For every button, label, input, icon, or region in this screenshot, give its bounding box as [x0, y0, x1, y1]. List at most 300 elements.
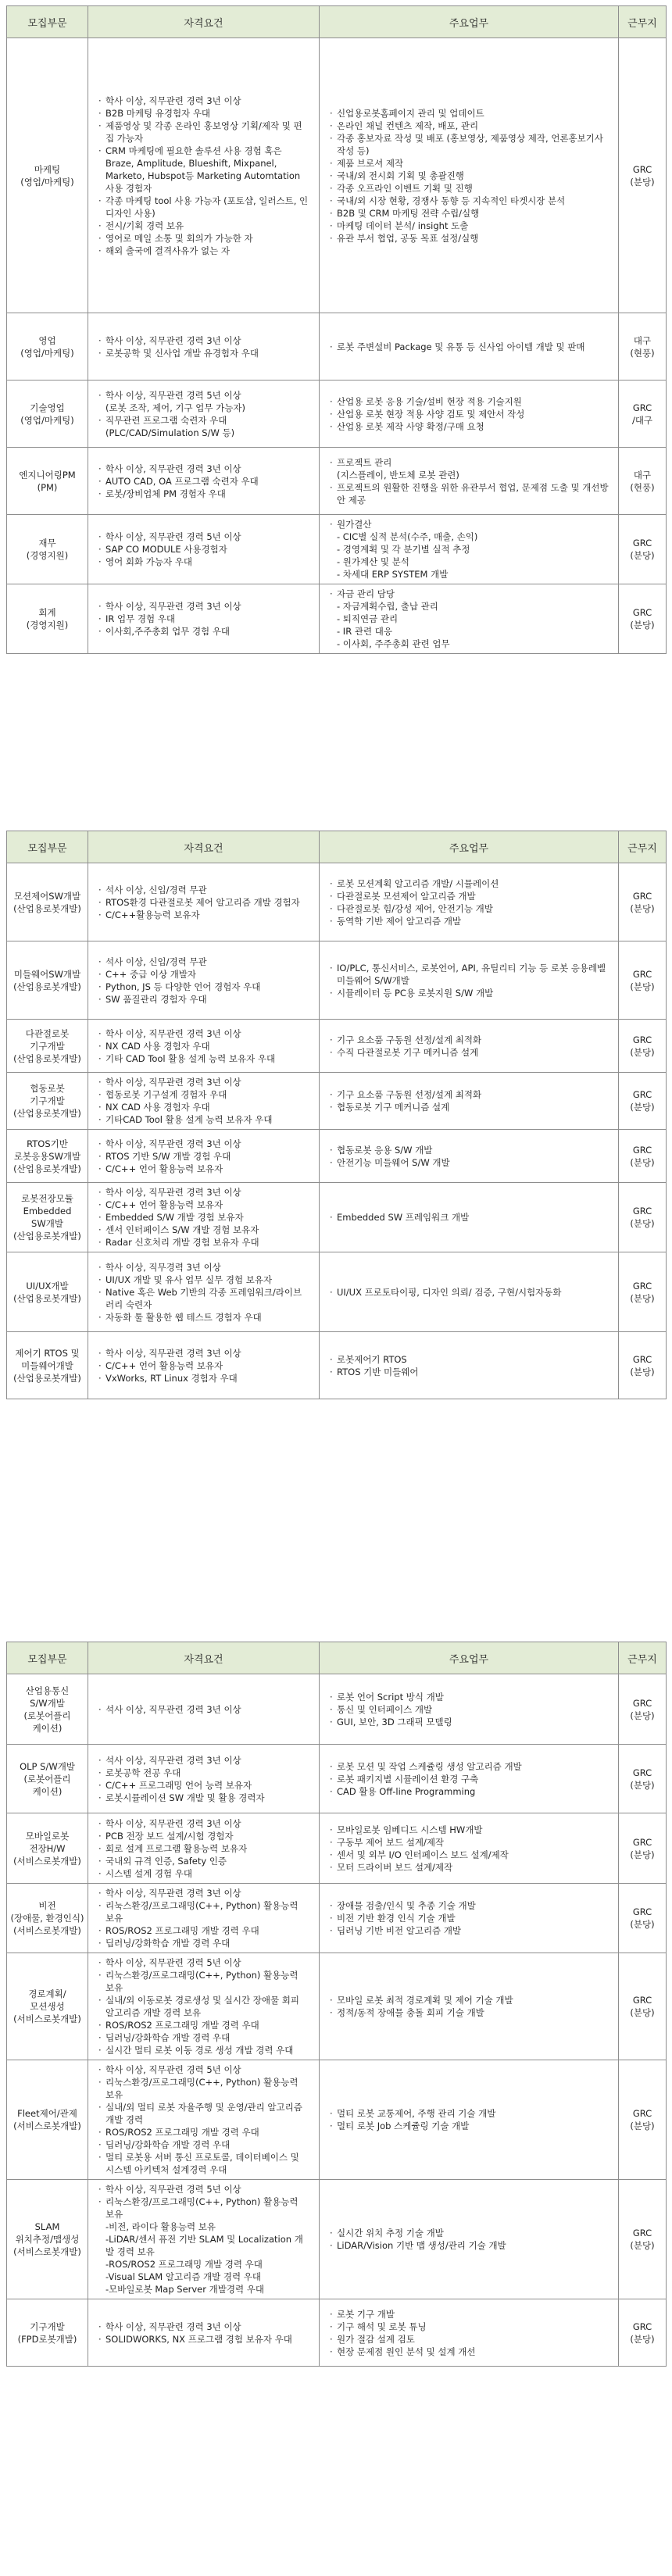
qualification-item: · 영어로 메일 소통 및 회의가 가능한 자: [98, 232, 309, 245]
duty-item: · 수직 다관절로봇 기구 메커니즘 설계: [329, 1046, 609, 1059]
location-line: GRC: [632, 1836, 652, 1848]
duty-item: · GUI, 보안, 3D 그래픽 모델링: [329, 1716, 609, 1728]
qualification-cell: [88, 448, 320, 515]
category-line: (로봇어플리: [23, 1710, 71, 1721]
duty-item: · 원가 절감 설계 검토: [329, 2333, 609, 2346]
qualification-item: · 실시간 멀티 로봇 이동 경로 생성 개발 경력 우대: [98, 2044, 309, 2056]
qualification-item: · 학사 이상, 직무관련 경력 3년 이상: [98, 1076, 309, 1088]
qualification-item: · NX CAD 사용 경험자 우대: [98, 1040, 309, 1052]
duty-item: · 프로젝트의 원활한 진행을 위한 유관부서 협업, 문제점 도출 및 개선방안 제공: [329, 481, 609, 506]
category-line: (로봇어플리: [23, 1773, 71, 1785]
category-line: SW개발: [31, 1218, 63, 1229]
duty-item: · 모바일로봇 임베디드 시스템 HW개발: [329, 1824, 609, 1836]
duty-item: · 통신 및 인터페이스 개발: [329, 1703, 609, 1716]
work-location: [619, 1674, 667, 1745]
qualification-item: · 학사 이상, 직무관련 경력 3년 이상: [98, 1347, 309, 1359]
table-row: [7, 448, 667, 515]
table-row: [7, 1745, 667, 1813]
location-line: (현풍): [630, 347, 655, 359]
work-location: [619, 584, 667, 654]
location-line: GRC: [632, 1144, 652, 1156]
column-header: 주요업무: [320, 831, 619, 863]
duty-item: · 정적/동적 장애물 충돌 회피 기술 개발: [329, 2006, 609, 2019]
location-line: GRC: [632, 2321, 652, 2332]
qualification-item: · 학사 이상, 직무관련 경력 3년 이상: [98, 1887, 309, 1899]
duty-cell: [320, 1130, 619, 1183]
qualification-item: · 멀티 로봇용 서버 통신 프로토콜, 데이터베이스 및 시스템 아키텍처 설계경력 우대: [98, 2151, 309, 2176]
duty-item: (지스플레이, 반도체 로봇 관련): [337, 469, 459, 481]
category-line: 로봇전장모듈: [21, 1193, 73, 1204]
qualification-item: · 딥러닝/강화학습 개발 경력 우대: [98, 1937, 309, 1949]
qualification-item: · 실내/외 멀티 로봇 자율주행 및 운영/관리 알고리즘 개발 경력: [98, 2101, 309, 2126]
duty-cell: [320, 584, 619, 654]
qualification-item: -LiDAR/센서 퓨전 기반 SLAM 및 Localization 개발 경력 보유: [105, 2234, 303, 2257]
qualification-cell: [88, 863, 320, 941]
work-location: [619, 1183, 667, 1252]
duty-item: - 차세대 ERP SYSTEM 개발: [337, 569, 449, 580]
duty-item: - 이사회, 주주총회 관련 업무: [337, 638, 450, 649]
duty-item: · 센서 및 외부 I/O 인터페이스 보드 설계/제작: [329, 1849, 609, 1861]
qualification-item: · 석사 이상, 신입/경력 무관: [98, 884, 309, 896]
position-category: [7, 1183, 88, 1252]
table-row: [7, 2299, 667, 2367]
category-line: Fleet제어/관제: [17, 2108, 77, 2119]
duty-cell: [320, 1073, 619, 1130]
qualification-item: -모바일로봇 Map Server 개발경력 우대: [105, 2284, 264, 2295]
location-line: GRC: [632, 402, 652, 413]
table-row: [7, 941, 667, 1020]
location-line: (분당): [630, 1919, 655, 1930]
column-header: 근무지: [619, 831, 667, 863]
position-category: [7, 1332, 88, 1399]
category-line: OLP S/W개발: [20, 1760, 75, 1772]
qualification-item: · 학사 이상, 직무관련 경력 3년 이상: [98, 1027, 309, 1040]
qualification-item: · C/C++ 언어 활용능력 보유자: [98, 1359, 309, 1372]
category-line: 케이션): [32, 1722, 63, 1734]
duty-item: · B2B 및 CRM 마케팅 전략 수립/실행: [329, 207, 609, 220]
qualification-cell: [88, 1745, 320, 1813]
category-line: (경영지원): [26, 620, 69, 631]
qualification-item: · 이사회,주주총회 업무 경험 우대: [98, 625, 309, 638]
table-row: [7, 381, 667, 448]
duty-cell: [320, 448, 619, 515]
location-line: GRC: [632, 1767, 652, 1778]
category-line: 다관절로봇: [25, 1027, 70, 1039]
location-line: (분당): [630, 1102, 655, 1113]
position-category: [7, 1674, 88, 1745]
location-line: (분당): [630, 2240, 655, 2251]
position-category: [7, 584, 88, 654]
duty-item: · RTOS 기반 미들웨어: [329, 1366, 609, 1378]
table-row: [7, 1332, 667, 1399]
duty-item: · Embedded SW 프레임워크 개발: [329, 1211, 609, 1224]
qualification-item: · 학사 이상, 직무관련 경력 5년 이상: [98, 389, 309, 402]
qualification-item: · PCB 전장 보드 설계/시험 경험자: [98, 1830, 309, 1842]
category-line: 로봇응용SW개발: [13, 1150, 81, 1162]
qualification-item: · 석사 이상, 직무관련 경력 3년 이상: [98, 1754, 309, 1767]
column-header: 모집부문: [7, 6, 88, 38]
qualification-item: · 리눅스환경/프로그래밍(C++, Python) 활용능력 보유: [98, 1899, 309, 1924]
qualification-item: · 리눅스환경/프로그래밍(C++, Python) 활용능력 보유: [98, 2195, 309, 2221]
duty-item: · 로봇 주변설비 Package 및 유통 등 신사업 아이템 개발 및 판매: [329, 341, 609, 353]
duty-item: · 산업용 로봇 현장 적용 사양 검토 및 제안서 작성: [329, 408, 609, 420]
duty-item: · 구동부 제어 보드 설계/제작: [329, 1836, 609, 1849]
duty-item: · 신업용로봇홈페이지 관리 및 업데이트: [329, 107, 609, 120]
qualification-item: · 딥러닝/강화학습 개발 경력 우대: [98, 2031, 309, 2044]
category-line: (서비스로봇개발): [13, 1925, 81, 1936]
qualification-item: · 학사 이상, 직무경력 3년 이상: [98, 1261, 309, 1274]
duty-cell: [320, 381, 619, 448]
qualification-item: · 시스템 설계 경험 우대: [98, 1867, 309, 1880]
location-line: GRC: [632, 968, 652, 980]
qualification-item: (PLC/CAD/Simulation S/W 등): [105, 427, 235, 438]
duty-item: · 국내/외 시장 현황, 경쟁사 동향 등 지속적인 타겟시장 분석: [329, 195, 609, 207]
qualification-cell: [88, 941, 320, 1020]
category-line: 경로계획/: [28, 1988, 66, 1999]
duty-item: · 다관절로봇 힘/강성 제어, 안전기능 개발: [329, 902, 609, 915]
qualification-cell: [88, 38, 320, 313]
duty-item: · 기구 요소품 구동원 선정/설계 최적화: [329, 1034, 609, 1046]
position-category: [7, 2299, 88, 2367]
qualification-item: · 학사 이상, 직무관련 경력 3년 이상: [98, 1138, 309, 1150]
category-line: (산업용로봇개발): [13, 1052, 81, 1064]
duty-item: · 산업용 로봇 제작 사양 확정/구매 요청: [329, 420, 609, 433]
category-line: 전장H/W: [29, 1842, 66, 1854]
qualification-item: · 국내외 규격 인증, Safety 인증: [98, 1855, 309, 1867]
category-line: 미들웨어개발: [21, 1359, 73, 1371]
duty-cell: [320, 1252, 619, 1332]
duty-item: · 각종 홍보자료 작성 및 배포 (홍보영상, 제품영상 제작, 언론홍보기사 작성 등): [329, 132, 609, 157]
duty-item: · 로봇제어기 RTOS: [329, 1353, 609, 1366]
category-line: 케이션): [32, 1785, 63, 1797]
duty-item: · 기구 요소품 구동원 선정/설계 최적화: [329, 1088, 609, 1101]
work-location: [619, 448, 667, 515]
position-category: [7, 1073, 88, 1130]
qualification-item: · 학사 이상, 직무관련 경력 3년 이상: [98, 1817, 309, 1830]
header-row: [7, 6, 667, 38]
duty-item: - 퇴직연금 관리: [337, 613, 399, 624]
category-line: 미들웨어SW개발: [13, 968, 81, 980]
duty-item: · 산업용 로봇 응용 기술/설비 현장 적용 기술지원: [329, 395, 609, 408]
location-line: GRC: [632, 1995, 652, 2006]
qualification-item: · 학사 이상, 직무관련 경력 3년 이상: [98, 334, 309, 347]
table-row: [7, 38, 667, 313]
location-line: (분당): [630, 1366, 655, 1377]
category-line: (서비스로봇개발): [13, 2246, 81, 2257]
duty-cell: [320, 515, 619, 584]
qualification-item: -Visual SLAM 알고리즘 개발 경력 우대: [105, 2271, 261, 2282]
category-line: 비전: [38, 1900, 56, 1911]
qualification-item: · 직무관련 프로그램 숙련자 우대: [98, 414, 309, 427]
qualification-item: · B2B 마케팅 유경험자 우대: [98, 107, 309, 120]
position-category: [7, 1745, 88, 1813]
position-category: [7, 38, 88, 313]
category-line: 모바일로봇: [25, 1830, 70, 1842]
qualification-item: · 각종 마케팅 tool 사용 가능자 (포토샵, 일러스트, 인디자인 사용): [98, 195, 309, 220]
duty-cell: [320, 1884, 619, 1953]
qualification-item: · 학사 이상, 직무관련 경력 5년 이상: [98, 2183, 309, 2195]
position-category: [7, 2060, 88, 2180]
duty-item: · 동역학 기반 제어 알고리즘 개발: [329, 915, 609, 927]
duty-item: · 비전 기반 환경 인식 기술 개발: [329, 1912, 609, 1924]
duty-item: · 다관절로봇 모션제어 알고리즘 개발: [329, 890, 609, 902]
location-line: GRC: [632, 2228, 652, 2238]
qualification-item: · SOLIDWORKS, NX 프로그램 경험 보유자 우대: [98, 2333, 309, 2346]
recruit-table-industrial-robot: [6, 831, 667, 1399]
qualification-cell: [88, 1020, 320, 1073]
work-location: [619, 1332, 667, 1399]
work-location: [619, 941, 667, 1020]
work-location: [619, 515, 667, 584]
duty-item: · 협동로봇 응용 S/W 개발: [329, 1144, 609, 1156]
category-line: (산업용로봇개발): [13, 981, 81, 992]
qualification-item: (로봇 조작, 제어, 기구 업무 가능자): [105, 402, 245, 413]
column-header: 자격요건: [88, 831, 320, 863]
location-line: (현풍): [630, 481, 655, 493]
category-line: 산업용통신: [25, 1685, 70, 1696]
work-location: [619, 1073, 667, 1130]
qualification-cell: [88, 1252, 320, 1332]
qualification-item: · 해외 출국에 결격사유가 없는 자: [98, 245, 309, 257]
category-line: (서비스로봇개발): [13, 2120, 81, 2131]
qualification-item: · Radar 신호처리 개발 경험 보유자 우대: [98, 1236, 309, 1249]
qualification-cell: [88, 584, 320, 654]
category-line: Embedded: [23, 1206, 72, 1217]
location-line: (분당): [630, 1218, 655, 1229]
qualification-item: · C/C++ 언어 활용능력 보유자: [98, 1199, 309, 1211]
qualification-cell: [88, 1073, 320, 1130]
qualification-item: · NX CAD 사용 경험자 우대: [98, 1101, 309, 1113]
duty-cell: [320, 313, 619, 381]
work-location: [619, 2180, 667, 2299]
location-line: (분당): [630, 902, 655, 914]
category-line: 기구개발: [30, 2321, 65, 2332]
category-line: 기구개발: [30, 1095, 65, 1106]
work-location: [619, 313, 667, 381]
qualification-item: · 리눅스환경/프로그래밍(C++, Python) 활용능력 보유: [98, 2076, 309, 2101]
duty-item: · 장애물 검출/인식 및 추종 기술 개발: [329, 1899, 609, 1912]
header-row: [7, 831, 667, 863]
category-line: 엔지니어링PM: [19, 469, 76, 481]
qualification-item: · ROS/ROS2 프로그래밍 개발 경력 우대: [98, 2126, 309, 2138]
qualification-item: · 학사 이상, 직무관련 경력 5년 이상: [98, 1956, 309, 1969]
location-line: GRC: [632, 163, 652, 175]
location-line: (분당): [630, 2120, 655, 2131]
location-line: 대구: [633, 334, 652, 346]
category-line: (영업/마케팅): [20, 176, 74, 188]
duty-item: · 프로젝트 관리: [329, 456, 609, 469]
location-line: GRC: [632, 1206, 652, 1217]
location-line: (분당): [630, 1046, 655, 1058]
qualification-item: · 학사 이상, 직무관련 경력 3년 이상: [98, 463, 309, 475]
qualification-item: · Native 혹은 Web 기반의 각종 프레임워크/라이브러리 숙련자: [98, 1286, 309, 1311]
duty-item: · LiDAR/Vision 기반 맵 생성/관리 기술 개발: [329, 2239, 609, 2252]
duty-item: · 멀티 로봇 교통제어, 주행 관리 기술 개발: [329, 2107, 609, 2120]
qualification-item: · 자동화 툴 활용한 웹 테스트 경험자 우대: [98, 1311, 309, 1324]
category-line: S/W개발: [30, 1697, 65, 1709]
qualification-item: · 학사 이상, 직무관련 경력 3년 이상: [98, 2321, 309, 2333]
qualification-item: · 기타 CAD Tool 활용 설계 능력 보유자 우대: [98, 1052, 309, 1065]
qualification-item: -비전, 라이다 활용능력 보유: [105, 2221, 216, 2232]
work-location: [619, 38, 667, 313]
duty-item: - 경영계획 및 각 분기별 실적 추정: [337, 544, 470, 555]
category-line: (경영지원): [26, 550, 69, 561]
qualification-item: · 학사 이상, 직무관련 경력 3년 이상: [98, 95, 309, 107]
duty-item: · CAD 활용 Off-line Programming: [329, 1785, 609, 1798]
location-line: (분당): [630, 1779, 655, 1791]
category-line: UI/UX개발: [26, 1280, 69, 1292]
duty-item: · 로봇 패키지별 시뮬레이션 환경 구축: [329, 1773, 609, 1785]
duty-cell: [320, 863, 619, 941]
column-header: 주요업무: [320, 1642, 619, 1674]
table-row: [7, 2060, 667, 2180]
duty-item: · 국내/외 전시회 기획 및 총괄진행: [329, 170, 609, 182]
category-line: (산업용로봇개발): [13, 1231, 81, 1242]
category-line: 협동로봇: [30, 1083, 65, 1094]
position-category: [7, 1130, 88, 1183]
category-line: (서비스로봇개발): [13, 2013, 81, 2024]
duty-cell: [320, 38, 619, 313]
qualification-item: · 학사 이상, 직무관련 경력 3년 이상: [98, 600, 309, 613]
duty-cell: [320, 941, 619, 1020]
duty-item: · 자금 관리 담당: [329, 588, 609, 600]
category-line: (산업용로봇개발): [13, 1108, 81, 1119]
duty-cell: [320, 1332, 619, 1399]
qualification-item: · SAP CO MODULE 사용경험자: [98, 543, 309, 556]
work-location: [619, 1252, 667, 1332]
location-line: (분당): [630, 1292, 655, 1304]
duty-item: · 멀티 로봇 Job 스케쥴링 기술 개발: [329, 2120, 609, 2132]
work-location: [619, 1813, 667, 1884]
qualification-item: · 로봇공학 및 신사업 개발 유경험자 우대: [98, 347, 309, 359]
position-category: [7, 2180, 88, 2299]
position-category: [7, 1020, 88, 1073]
work-location: [619, 1020, 667, 1073]
duty-item: · 기구 해석 및 로봇 튜닝: [329, 2321, 609, 2333]
header-row: [7, 1642, 667, 1674]
qualification-cell: [88, 1183, 320, 1252]
table-row: [7, 313, 667, 381]
category-line: (서비스로봇개발): [13, 1855, 81, 1867]
qualification-item: -ROS/ROS2 프로그래밍 개발 경력 우대: [105, 2259, 263, 2270]
table-row: [7, 1183, 667, 1252]
duty-item: · 제품 브로셔 제작: [329, 157, 609, 170]
duty-item: · 로봇 모션계획 알고리즘 개발/ 시뮬레이션: [329, 877, 609, 890]
category-line: 재무: [38, 538, 56, 548]
column-header: 주요업무: [320, 6, 619, 38]
location-line: GRC: [632, 607, 652, 618]
qualification-item: · ROS/ROS2 프로그래밍 개발 경력 우대: [98, 2019, 309, 2031]
work-location: [619, 1745, 667, 1813]
location-line: GRC: [632, 1034, 652, 1045]
position-category: [7, 1953, 88, 2060]
duty-cell: [320, 2180, 619, 2299]
location-line: (분당): [630, 1710, 655, 1721]
qualification-cell: [88, 381, 320, 448]
location-line: 대구: [633, 469, 652, 481]
duty-item: · 모바일 로봇 최적 경로계획 및 제어 기술 개발: [329, 1994, 609, 2006]
location-line: (분당): [630, 550, 655, 561]
duty-item: · IO/PLC, 통신서비스, 로봇언어, API, 유틸리티 기능 등 로봇 응용레벨 미들웨어 S/W개발: [329, 962, 609, 987]
duty-item: · 실시간 위치 추정 기술 개발: [329, 2227, 609, 2239]
position-category: [7, 448, 88, 515]
qualification-item: · 제품영상 및 각종 온라인 홍보영상 기획/제작 및 편집 가능자: [98, 120, 309, 145]
category-line: (산업용로봇개발): [13, 1372, 81, 1384]
category-line: 기구개발: [30, 1040, 65, 1052]
duty-item: · UI/UX 프로토타이핑, 디자인 의뢰/ 검증, 구현/시험자동화: [329, 1286, 609, 1299]
duty-cell: [320, 1020, 619, 1073]
category-line: (영업/마케팅): [20, 414, 74, 426]
qualification-item: · 센서 인터페이스 S/W 개발 경험 보유자: [98, 1224, 309, 1236]
qualification-item: · 실내/외 이동로봇 경로생성 및 실시간 장애물 회피 알고리즘 개발 경력 보유: [98, 1994, 309, 2019]
duty-item: · 로봇 언어 Script 방식 개발: [329, 1691, 609, 1703]
qualification-item: · AUTO CAD, OA 프로그램 숙련자 우대: [98, 475, 309, 488]
qualification-item: · IR 업무 경험 우대: [98, 613, 309, 625]
qualification-item: · 영어 회화 가능자 우대: [98, 556, 309, 568]
duty-cell: [320, 1813, 619, 1884]
table-row: [7, 1252, 667, 1332]
duty-item: · 유관 부서 협업, 공동 목표 설정/실행: [329, 232, 609, 245]
duty-item: · 온라인 채널 컨텐츠 제작, 배포, 관리: [329, 120, 609, 132]
location-line: GRC: [632, 2108, 652, 2119]
work-location: [619, 2299, 667, 2367]
table-row: [7, 1953, 667, 2060]
column-header: 모집부문: [7, 1642, 88, 1674]
category-line: (PM): [37, 481, 58, 493]
qualification-item: · 회로 설계 프로그램 활용능력 보유자: [98, 1842, 309, 1855]
qualification-cell: [88, 313, 320, 381]
column-header: 근무지: [619, 6, 667, 38]
position-category: [7, 941, 88, 1020]
duty-item: · 로봇 모션 및 작업 스케쥴링 생성 알고리즘 개발: [329, 1760, 609, 1773]
table-row: [7, 863, 667, 941]
qualification-item: · 학사 이상, 직무관련 경력 5년 이상: [98, 531, 309, 543]
duty-item: - IR 관련 대응: [337, 626, 392, 637]
position-category: [7, 381, 88, 448]
qualification-item: · 학사 이상, 직무관련 경력 5년 이상: [98, 2063, 309, 2076]
qualification-cell: [88, 1674, 320, 1745]
qualification-item: · C++ 중급 이상 개발자: [98, 968, 309, 981]
position-category: [7, 1884, 88, 1953]
duty-item: · 안전기능 미들웨어 S/W 개발: [329, 1156, 609, 1169]
qualification-cell: [88, 515, 320, 584]
location-line: GRC: [632, 1906, 652, 1917]
position-category: [7, 1813, 88, 1884]
duty-item: · 시뮬레이터 등 PC용 로봇지원 S/W 개발: [329, 987, 609, 999]
qualification-item: · 협동로봇 기구설계 경험자 우대: [98, 1088, 309, 1101]
duty-item: · 딥러닝 기반 비전 알고리즘 개발: [329, 1924, 609, 1937]
position-category: [7, 515, 88, 584]
category-line: (장애물, 환경인식): [10, 1913, 84, 1924]
location-line: (분당): [630, 1849, 655, 1860]
qualification-cell: [88, 1332, 320, 1399]
work-location: [619, 863, 667, 941]
category-line: RTOS기반: [27, 1138, 68, 1149]
work-location: [619, 1884, 667, 1953]
duty-cell: [320, 1183, 619, 1252]
qualification-item: · Python, JS 등 다양한 언어 경험자 우대: [98, 981, 309, 993]
table-row: [7, 1674, 667, 1745]
qualification-item: · 석사 이상, 신입/경력 무관: [98, 956, 309, 968]
duty-item: · 각종 오프라인 이벤트 기획 및 진행: [329, 182, 609, 195]
qualification-cell: [88, 2180, 320, 2299]
location-line: GRC: [632, 890, 652, 902]
location-line: (분당): [630, 981, 655, 992]
location-line: GRC: [632, 1280, 652, 1292]
category-line: 회계: [38, 607, 56, 618]
table-row: [7, 1130, 667, 1183]
work-location: [619, 1953, 667, 2060]
